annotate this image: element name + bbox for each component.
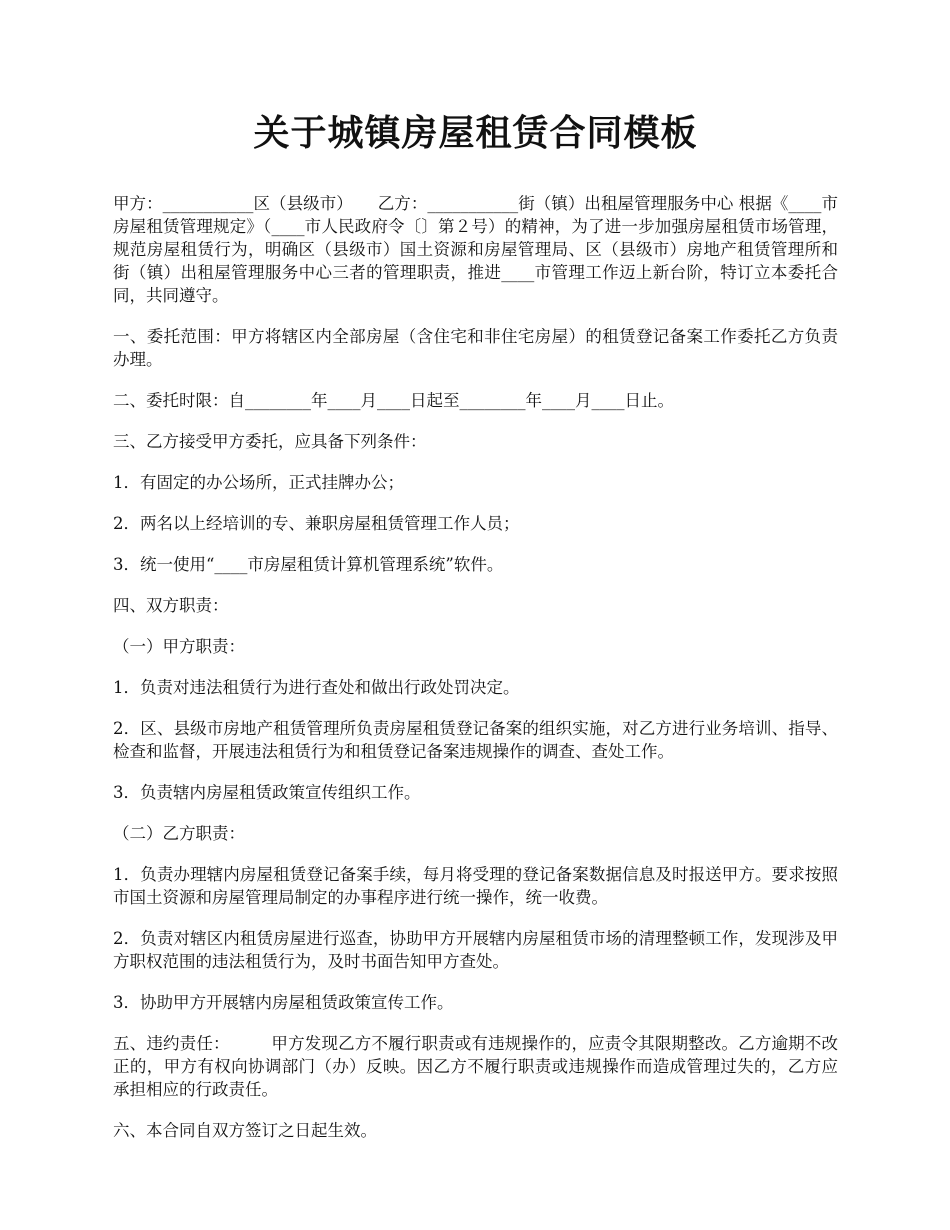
paragraph-duties-heading: 四、双方职责：	[113, 596, 229, 615]
paragraph-preamble: 甲方：___________区（县级市） 乙方：___________街（镇）出租屋管理服务中心 根据《____市房屋租赁管理规定》（____市人民政府令〔〕第２号）的精神，为了进一步加强房屋租赁市场管理，规范房屋租赁行为，明确区（县级市）国土资源和房屋管理局、区（县级市）房地产租赁管理所和街（镇）出租屋管理服务中心三者的管理职责，推进____市管理工作迈上新台阶，特订立本委托合同，共同遵守。	[113, 194, 838, 305]
paragraph-condition-3: 3．统一使用“____市房屋租赁计算机管理系统”软件。	[113, 555, 504, 574]
paragraph-party-b-duty-3: 3．协助甲方开展辖内房屋租赁政策宣传工作。	[113, 993, 454, 1012]
paragraph-party-a-heading: （一）甲方职责：	[113, 637, 245, 656]
paragraph-scope: 一、委托范围：甲方将辖区内全部房屋（含住宅和非住宅房屋）的租赁登记备案工作委托乙方负责办理。	[113, 327, 838, 369]
paragraph-liability: 五、违约责任： 甲方发现乙方不履行职责或有违规操作的，应责令其限期整改。乙方逾期不改正的，甲方有权向协调部门（办）反映。因乙方不履行职责或违规操作而造成管理过失的，乙方应承担相应的行政责任。	[113, 1034, 838, 1099]
paragraph-party-a-duty-3: 3．负责辖内房屋租赁政策宣传组织工作。	[113, 783, 421, 802]
paragraph-party-b-heading: （二）乙方职责：	[113, 824, 245, 843]
paragraph-condition-1: 1．有固定的办公场所，正式挂牌办公；	[113, 473, 404, 492]
paragraph-condition-2: 2．两名以上经培训的专、兼职房屋租赁管理工作人员；	[113, 514, 520, 533]
paragraph-term: 二、委托时限：自________年____月____日起至________年____月____日止。	[113, 391, 674, 410]
paragraph-party-a-duty-2: 2．区、县级市房地产租赁管理所负责房屋租赁登记备案的组织实施，对乙方进行业务培训、指导、检查和监督，开展违法租赁行为和租赁登记备案违规操作的调查、查处工作。	[113, 719, 838, 761]
paragraph-party-b-duty-1: 1．负责办理辖内房屋租赁登记备案手续，每月将受理的登记备案数据信息及时报送甲方。要求按照市国土资源和房屋管理局制定的办事程序进行统一操作，统一收费。	[113, 865, 838, 907]
paragraph-conditions-heading: 三、乙方接受甲方委托，应具备下列条件：	[113, 432, 427, 451]
paragraph-effective: 六、本合同自双方签订之日起生效。	[113, 1121, 377, 1140]
document-title: 关于城镇房屋租赁合同模板	[253, 113, 698, 154]
paragraph-party-b-duty-2: 2．负责对辖区内租赁房屋进行巡查，协助甲方开展辖内房屋租赁市场的清理整顿工作，发现涉及甲方职权范围的违法租赁行为，及时书面告知甲方查处。	[113, 929, 838, 971]
paragraph-party-a-duty-1: 1．负责对违法租赁行为进行查处和做出行政处罚决定。	[113, 678, 520, 697]
